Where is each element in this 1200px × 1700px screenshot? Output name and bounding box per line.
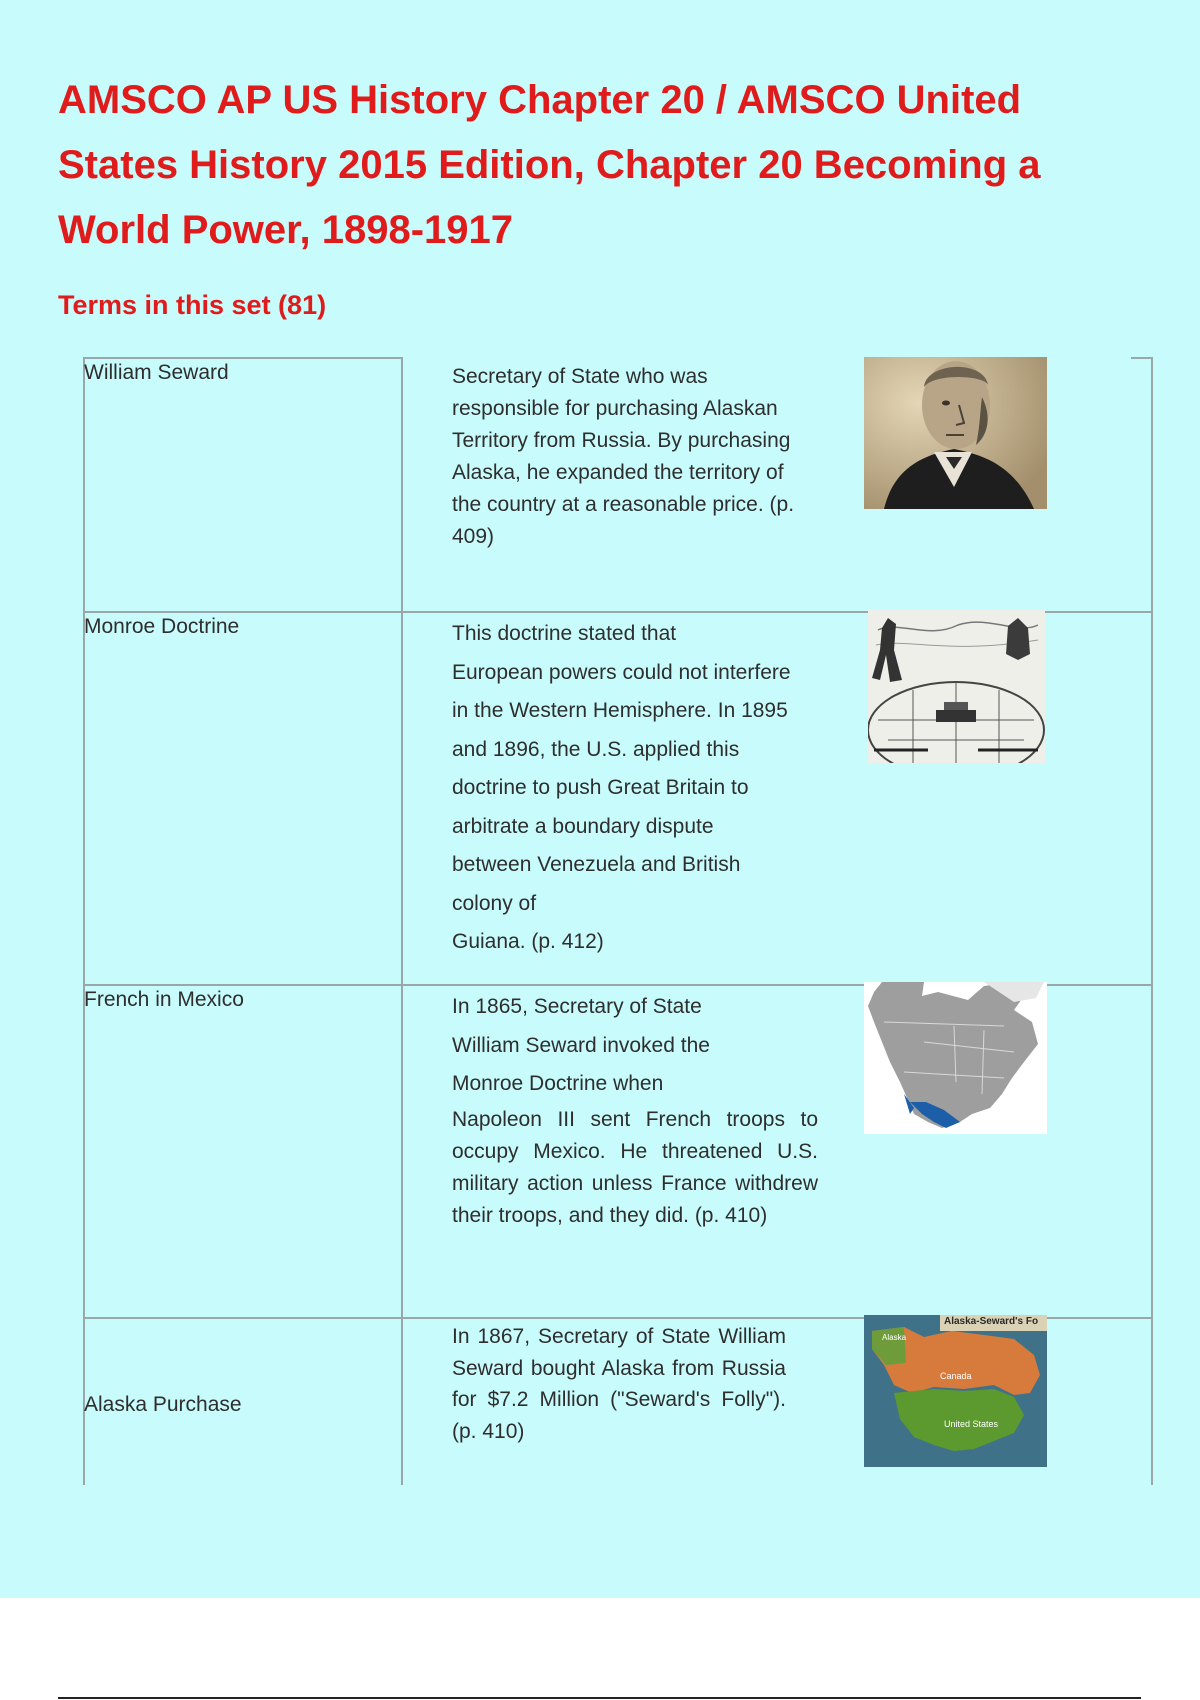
- term-definition: [452, 361, 818, 553]
- terms-table: [83, 357, 1153, 1487]
- term-definition: [452, 615, 818, 962]
- map-image: [864, 982, 1047, 1134]
- term-definition: [452, 1321, 786, 1447]
- column-divider: [401, 357, 403, 1485]
- table-border-right: [1151, 357, 1153, 1485]
- definition-line: European powers could not interfere: [452, 660, 791, 684]
- definition-line: in the Western Hemisphere. In 1895: [452, 699, 788, 722]
- definition-line: William Seward invoked the: [452, 1033, 710, 1057]
- definition-text: Secretary of State who was responsible for purchasing Alaskan Territory from Russia. By purchasing Alaska, he expanded the territory of the country at a reasonable price. (p. 409): [452, 365, 795, 548]
- footer-divider: [58, 1697, 1141, 1699]
- definition-line: Napoleon III sent French troops to occupy Mexico. He threatened U.S. military action unless France withdrew their troops, and they did. (p. 410): [452, 1107, 818, 1227]
- map-label-canada: Canada: [940, 1371, 972, 1381]
- definition-line: doctrine to push Great Britain to: [452, 776, 749, 799]
- term-label: William Seward: [84, 361, 229, 384]
- definition-line: colony of: [452, 891, 537, 915]
- page-title: AMSCO AP US History Chapter 20 / AMSCO United States History 2015 Edition, Chapter 20 Becoming a World Power, 1898-1917: [58, 78, 1041, 252]
- definition-text: In 1867, Secretary of State William Seward bought Alaska from Russia for $7.2 Million ("Seward's Folly"). (p. 410): [452, 1325, 786, 1443]
- map-title-label: Alaska-Seward's Fo: [944, 1316, 1039, 1327]
- term-definition: [452, 988, 818, 1232]
- term-label: Alaska Purchase: [84, 1393, 242, 1416]
- terms-count: Terms in this set (81): [58, 290, 327, 320]
- map-image: [864, 1315, 1047, 1467]
- definition-line: Guiana. (p. 412): [452, 930, 604, 953]
- map-label-united-states: United States: [944, 1419, 999, 1429]
- definition-line: between Venezuela and British: [452, 853, 741, 876]
- row-divider: [83, 357, 401, 359]
- portrait-image: [864, 357, 1047, 509]
- map-label-alaska: Alaska: [882, 1333, 907, 1342]
- definition-line: In 1865, Secretary of State: [452, 995, 702, 1018]
- definition-line: and 1896, the U.S. applied this: [452, 737, 740, 761]
- definition-line: arbitrate a boundary dispute: [452, 814, 714, 838]
- definition-line: This doctrine stated that: [452, 622, 677, 645]
- term-label: Monroe Doctrine: [84, 615, 240, 638]
- definition-line: Monroe Doctrine when: [452, 1072, 664, 1095]
- table-border-left: [83, 357, 85, 1485]
- row-divider: [1131, 357, 1153, 359]
- term-label: French in Mexico: [84, 988, 244, 1011]
- cartoon-image: [868, 610, 1045, 763]
